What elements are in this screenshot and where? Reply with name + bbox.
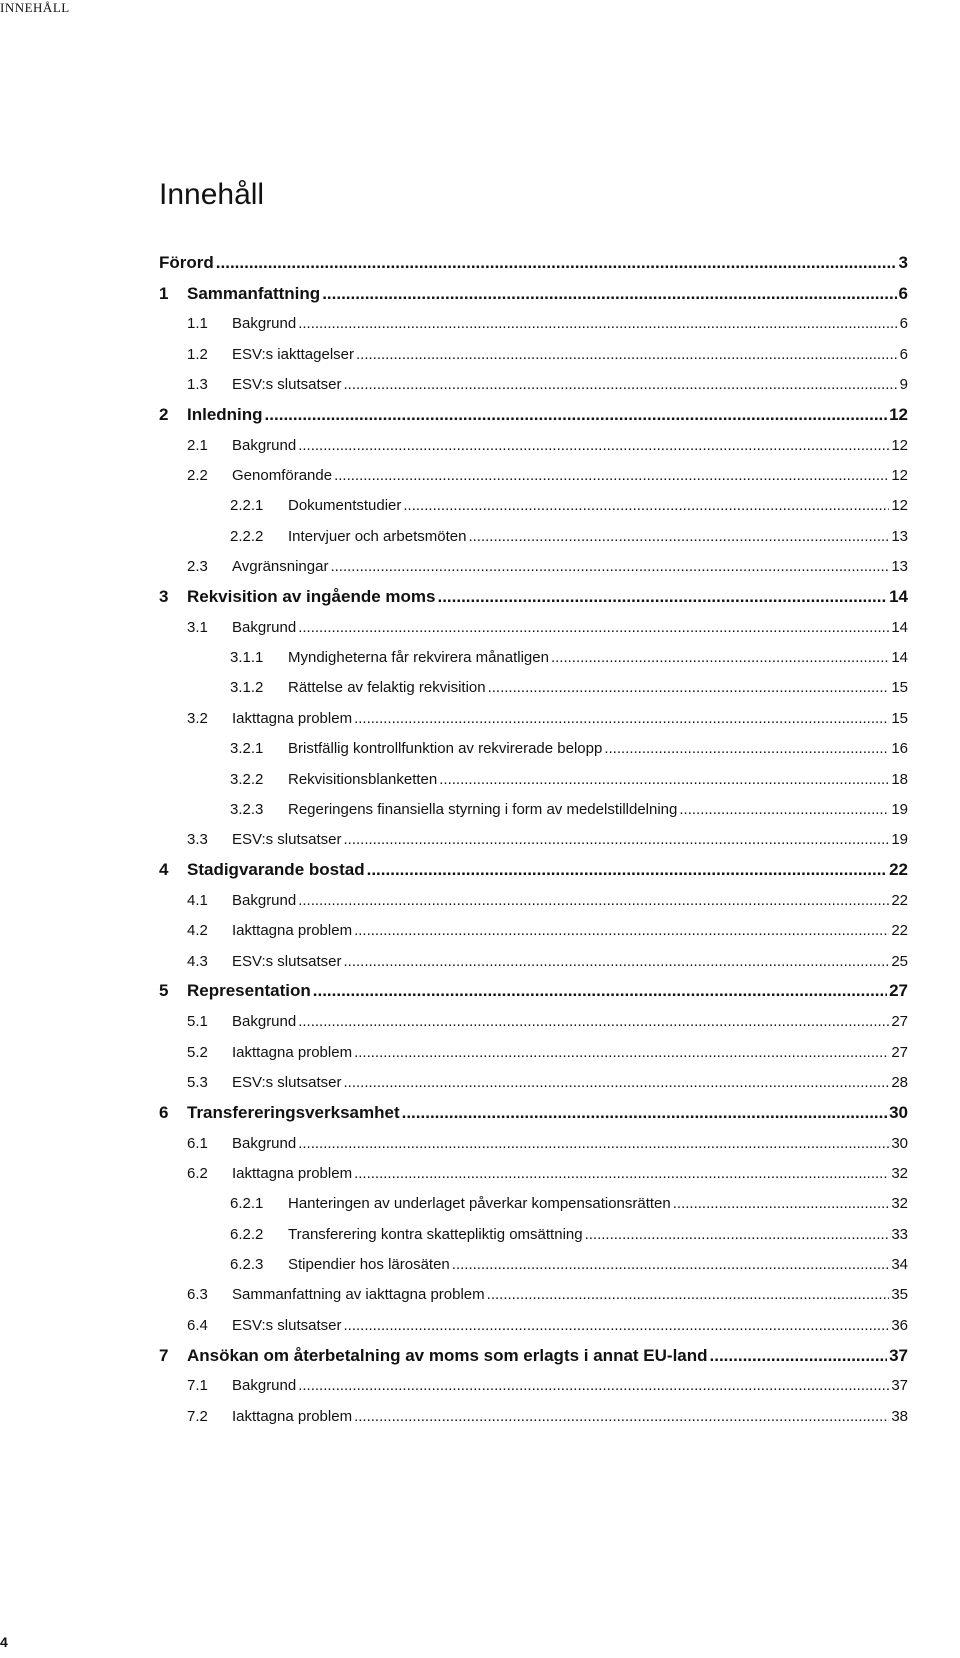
toc-entry-number: 1.3 (187, 376, 208, 394)
toc-entry-label: Rekvisitionsblanketten (288, 770, 438, 788)
toc-entry-number: 2.2 (187, 467, 208, 485)
toc-entry-page: 12 (891, 467, 908, 485)
toc-entry[interactable] (0, 1037, 960, 1067)
toc-entry-label: Stadigvarande bostad (187, 860, 365, 880)
toc-entry[interactable] (0, 460, 960, 490)
toc-entry-page: 37 (891, 1377, 908, 1395)
toc-entry-page: 37 (889, 1345, 908, 1365)
toc-entry-page: 9 (899, 376, 908, 394)
toc-entry[interactable] (0, 248, 960, 278)
toc-entry-label: Hanteringen av underlaget påverkar kompensationsrätten (288, 1195, 671, 1213)
toc-dot-leader (585, 1226, 890, 1243)
toc-entry[interactable] (0, 734, 960, 764)
toc-entry-number: 5.3 (187, 1073, 208, 1091)
toc-entry-label: Iakttagna problem (232, 922, 353, 940)
toc-entry[interactable] (0, 1249, 960, 1279)
toc-entry-label: Dokumentstudier (288, 497, 402, 515)
toc-entry-number: 7.1 (187, 1377, 208, 1395)
toc-entry-number: 4.1 (187, 891, 208, 909)
toc-dot-leader (298, 437, 889, 454)
toc-dot-leader (487, 1286, 890, 1303)
toc-entry[interactable] (0, 1098, 960, 1128)
toc-dot-leader (354, 1165, 889, 1182)
toc-dot-leader (679, 801, 889, 818)
toc-entry-label: Bakgrund (232, 891, 297, 909)
toc-entry-page: 27 (891, 1043, 908, 1061)
toc-entry-number: 5.2 (187, 1043, 208, 1061)
toc-dot-leader (298, 892, 889, 909)
toc-entry-page: 15 (891, 679, 908, 697)
toc-dot-leader (673, 1195, 890, 1212)
toc-entry-number: 6.2.3 (230, 1256, 264, 1274)
toc-entry-page: 38 (891, 1407, 908, 1425)
toc-entry-page: 36 (891, 1316, 908, 1334)
toc-entry-number: 2.3 (187, 558, 208, 576)
toc-entry[interactable] (0, 976, 960, 1006)
toc-entry[interactable] (0, 703, 960, 733)
toc-entry-number: 6.2 (187, 1164, 208, 1182)
toc-entry-label: Sammanfattning av iakttagna problem (232, 1286, 485, 1304)
toc-dot-leader (468, 528, 889, 545)
toc-entry-label: Bakgrund (232, 315, 297, 333)
toc-entry[interactable] (0, 642, 960, 672)
toc-dot-leader (488, 679, 890, 696)
toc-entry-page: 25 (891, 952, 908, 970)
toc-entry-label: Inledning (187, 404, 263, 424)
toc-dot-leader (367, 860, 887, 880)
toc-entry-number: 7.2 (187, 1407, 208, 1425)
toc-entry-label: Förord (159, 253, 214, 273)
toc-dot-leader (354, 1044, 889, 1061)
toc-entry-page: 33 (891, 1225, 908, 1243)
toc-entry-number: 1.1 (187, 315, 208, 333)
toc-entry-label: Sammanfattning (187, 283, 321, 303)
toc-entry[interactable] (0, 825, 960, 855)
toc-entry-number: 7 (159, 1345, 169, 1365)
toc-entry-page: 34 (891, 1256, 908, 1274)
toc-entry[interactable] (0, 369, 960, 399)
toc-entry[interactable] (0, 521, 960, 551)
toc-entry[interactable] (0, 1280, 960, 1310)
toc-entry-number: 3.3 (187, 831, 208, 849)
toc-entry-number: 3.2.1 (230, 740, 264, 758)
toc-entry-number: 5 (159, 981, 169, 1001)
toc-dot-leader (354, 1408, 889, 1425)
toc-entry-page: 32 (891, 1195, 908, 1213)
toc-entry-number: 1 (159, 283, 169, 303)
page-title: Innehåll (159, 178, 265, 211)
toc-entry[interactable] (0, 1310, 960, 1340)
toc-entry[interactable] (0, 1189, 960, 1219)
toc-dot-leader (343, 831, 889, 848)
toc-dot-leader (356, 346, 898, 363)
toc-entry[interactable] (0, 1401, 960, 1431)
toc-entry-number: 1.2 (187, 345, 208, 363)
toc-entry[interactable] (0, 764, 960, 794)
toc-dot-leader (265, 405, 888, 425)
toc-entry-page: 16 (891, 740, 908, 758)
toc-entry[interactable] (0, 612, 960, 642)
toc-entry-page: 12 (891, 436, 908, 454)
toc-entry[interactable] (0, 309, 960, 339)
toc-dot-leader (402, 1103, 887, 1123)
running-header: INNEHÅLL (0, 0, 70, 15)
toc-entry-page: 22 (891, 891, 908, 909)
toc-dot-leader (313, 981, 887, 1001)
toc-dot-leader (298, 1135, 889, 1152)
toc-entry[interactable] (0, 916, 960, 946)
toc-dot-leader (298, 619, 889, 636)
toc-entry-label: Bakgrund (232, 1013, 297, 1031)
toc-dot-leader (343, 953, 889, 970)
toc-entry[interactable] (0, 1340, 960, 1370)
toc-entry-label: Bakgrund (232, 436, 297, 454)
toc-entry[interactable] (0, 582, 960, 612)
toc-entry-label: ESV:s iakttagelser (232, 345, 354, 363)
toc-entry-label: Transferering kontra skattepliktig omsättning (288, 1225, 583, 1243)
toc-entry-label: ESV:s slutsatser (232, 952, 342, 970)
toc-entry-number: 6.2.2 (230, 1225, 264, 1243)
toc-entry[interactable] (0, 1128, 960, 1158)
toc-entry-number: 2.2.1 (230, 497, 264, 515)
toc-entry-number: 6.3 (187, 1286, 208, 1304)
toc-entry[interactable] (0, 430, 960, 460)
toc-entry-page: 6 (899, 315, 908, 333)
toc-dot-leader (298, 315, 897, 332)
toc-entry[interactable] (0, 946, 960, 976)
toc-entry-label: Intervjuer och arbetsmöten (288, 527, 467, 545)
toc-entry-label: Iakttagna problem (232, 1043, 353, 1061)
toc-dot-leader (437, 587, 887, 607)
toc-dot-leader (330, 558, 889, 575)
toc-entry-page: 14 (891, 649, 908, 667)
toc-entry-number: 5.1 (187, 1013, 208, 1031)
toc-entry-number: 6 (159, 1102, 169, 1122)
toc-dot-leader (354, 710, 889, 727)
toc-entry-number: 3.1.1 (230, 649, 264, 667)
toc-entry-label: ESV:s slutsatser (232, 831, 342, 849)
toc-entry-page: 14 (889, 586, 908, 606)
toc-entry-number: 3.2.3 (230, 800, 264, 818)
toc-entry-number: 3.1 (187, 618, 208, 636)
toc-entry[interactable] (0, 1371, 960, 1401)
toc-entry-number: 2 (159, 404, 169, 424)
toc-entry-page: 14 (891, 618, 908, 636)
table-of-contents (0, 248, 960, 1431)
toc-entry-number: 4.3 (187, 952, 208, 970)
toc-entry-label: Rättelse av felaktig rekvisition (288, 679, 486, 697)
toc-entry-label: Iakttagna problem (232, 1407, 353, 1425)
toc-entry-page: 15 (891, 709, 908, 727)
toc-entry-number: 4.2 (187, 922, 208, 940)
toc-entry-label: Bakgrund (232, 1134, 297, 1152)
toc-dot-leader (403, 497, 889, 514)
toc-entry-label: Avgränsningar (232, 558, 329, 576)
toc-entry-number: 2.1 (187, 436, 208, 454)
toc-entry-page: 13 (891, 527, 908, 545)
toc-entry-page: 27 (891, 1013, 908, 1031)
toc-entry-number: 3.1.2 (230, 679, 264, 697)
toc-entry[interactable] (0, 491, 960, 521)
toc-entry-number: 3.2.2 (230, 770, 264, 788)
toc-entry-label: Ansökan om återbetalning av moms som erlagts i annat EU-land (187, 1345, 708, 1365)
toc-entry[interactable] (0, 885, 960, 915)
toc-entry-page: 19 (891, 831, 908, 849)
toc-entry-label: ESV:s slutsatser (232, 1316, 342, 1334)
toc-entry-page: 30 (891, 1134, 908, 1152)
toc-entry-page: 32 (891, 1164, 908, 1182)
toc-entry-label: ESV:s slutsatser (232, 1073, 342, 1091)
toc-dot-leader (710, 1346, 888, 1366)
toc-entry-page: 13 (891, 558, 908, 576)
toc-entry-page: 6 (899, 345, 908, 363)
toc-entry-page: 27 (889, 981, 908, 1001)
toc-dot-leader (334, 467, 889, 484)
toc-dot-leader (551, 649, 889, 666)
toc-entry-number: 4 (159, 860, 169, 880)
toc-entry[interactable] (0, 400, 960, 430)
toc-dot-leader (343, 376, 897, 393)
toc-entry-page: 22 (891, 922, 908, 940)
toc-entry-label: Bristfällig kontrollfunktion av rekvirerade belopp (288, 740, 603, 758)
toc-entry-page: 28 (891, 1073, 908, 1091)
toc-entry-label: Bakgrund (232, 618, 297, 636)
toc-entry-page: 35 (891, 1286, 908, 1304)
toc-entry[interactable] (0, 1219, 960, 1249)
toc-entry-number: 6.2.1 (230, 1195, 264, 1213)
toc-entry-label: Iakttagna problem (232, 709, 353, 727)
toc-entry-number: 6.4 (187, 1316, 208, 1334)
toc-dot-leader (322, 284, 896, 304)
toc-entry[interactable] (0, 794, 960, 824)
toc-entry[interactable] (0, 1067, 960, 1097)
toc-entry[interactable] (0, 673, 960, 703)
toc-entry-label: Transfereringsverksamhet (187, 1102, 400, 1122)
toc-entry-label: Representation (187, 981, 311, 1001)
toc-entry-page: 12 (891, 497, 908, 515)
toc-dot-leader (343, 1074, 889, 1091)
toc-entry-label: Myndigheterna får rekvirera månatligen (288, 649, 549, 667)
toc-dot-leader (216, 253, 897, 273)
toc-dot-leader (439, 771, 889, 788)
toc-dot-leader (298, 1013, 889, 1030)
toc-entry-page: 30 (889, 1102, 908, 1122)
toc-entry[interactable] (0, 1007, 960, 1037)
toc-entry[interactable] (0, 1158, 960, 1188)
toc-entry-page: 3 (898, 253, 908, 273)
toc-entry-page: 6 (898, 283, 908, 303)
toc-entry[interactable] (0, 551, 960, 581)
toc-dot-leader (354, 922, 889, 939)
toc-entry-number: 3.2 (187, 709, 208, 727)
toc-dot-leader (452, 1256, 890, 1273)
toc-entry-label: Iakttagna problem (232, 1164, 353, 1182)
toc-entry[interactable] (0, 339, 960, 369)
toc-entry-page: 22 (889, 860, 908, 880)
toc-entry-number: 6.1 (187, 1134, 208, 1152)
toc-entry-page: 12 (889, 404, 908, 424)
toc-entry-label: Rekvisition av ingående moms (187, 586, 436, 606)
toc-entry[interactable] (0, 278, 960, 308)
page-number: 4 (0, 1634, 8, 1650)
toc-entry-number: 3 (159, 586, 169, 606)
toc-dot-leader (298, 1377, 889, 1394)
toc-entry-label: Stipendier hos lärosäten (288, 1256, 450, 1274)
toc-entry-number: 2.2.2 (230, 527, 264, 545)
toc-entry-label: Bakgrund (232, 1377, 297, 1395)
toc-entry-label: ESV:s slutsatser (232, 376, 342, 394)
toc-entry-label: Genomförande (232, 467, 333, 485)
toc-entry-page: 18 (891, 770, 908, 788)
toc-dot-leader (343, 1317, 889, 1334)
toc-dot-leader (604, 740, 889, 757)
toc-entry-label: Regeringens finansiella styrning i form av medelstilldelning (288, 800, 678, 818)
toc-entry-page: 19 (891, 800, 908, 818)
toc-entry[interactable] (0, 855, 960, 885)
